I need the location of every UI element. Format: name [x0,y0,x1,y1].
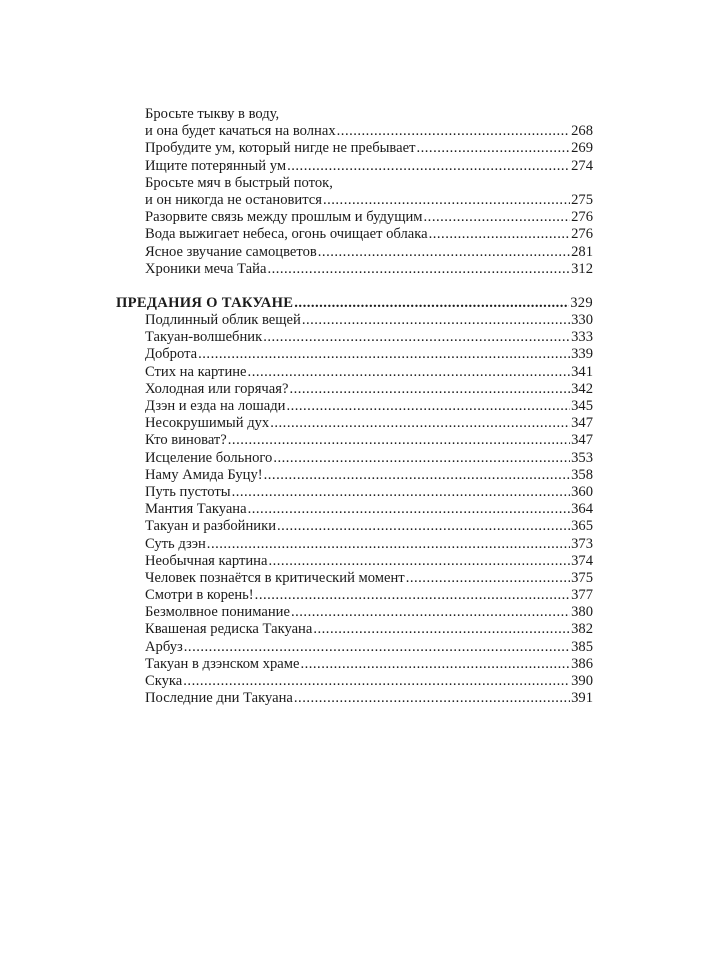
toc-page-number: 364 [571,501,593,518]
toc-entry-title: Наму Амида Буцу! [145,466,263,483]
toc-entry-title: Стих на картине [145,363,247,380]
toc-page-number: 347 [571,415,593,432]
toc-page-number: 276 [571,226,593,243]
dot-leader [313,621,570,638]
toc-page-number: 274 [571,157,593,174]
toc-page-number: 390 [571,673,593,689]
section-title: ПРЕДАНИЯ О ТАКУАНЕ [116,294,294,311]
dot-leader [318,244,570,261]
dot-leader [424,209,571,226]
toc-entry-line [116,175,593,192]
toc-entry[interactable] [116,501,593,518]
toc-page-number: 375 [571,569,593,586]
toc-page-number: 373 [571,535,593,552]
toc-entry[interactable] [116,312,593,329]
toc-entry-title: Путь пустоты [145,483,231,500]
toc-entry[interactable] [116,450,593,467]
toc-entry[interactable] [116,244,593,261]
toc-entry[interactable] [116,570,593,587]
toc-entry-title: Арбуз [145,638,183,655]
toc-entry-title: Подлинный облик вещей [145,312,301,329]
toc-entry[interactable] [116,398,593,415]
toc-entry[interactable] [116,261,593,278]
section-entries [116,312,593,707]
dot-leader [248,364,571,381]
toc-entry[interactable] [116,381,593,398]
dot-leader [268,553,570,570]
section-spacer [116,278,593,295]
dot-leader [337,123,570,140]
toc-section-heading[interactable] [116,295,593,312]
toc-entry-title: и она будет качаться на волнах [145,123,336,140]
dot-leader [294,690,570,707]
toc-entry-title: Квашеная редиска Такуана [145,621,313,638]
toc-page-number: 339 [571,346,593,363]
toc-page-number: 281 [571,243,593,260]
toc-entry[interactable] [116,690,593,707]
toc-entry-title: Бросьте мяч в быстрый поток, [145,174,333,191]
toc-page-number: 276 [571,209,593,226]
toc-entry[interactable] [116,329,593,346]
dot-leader [264,467,570,484]
toc-entry-title: Кто виноват? [145,432,227,449]
toc-page-number: 347 [571,432,593,449]
toc-page-number: 386 [571,655,593,672]
toc-entry-title: Хроники меча Тайа [145,260,267,277]
toc-page-number: 374 [571,552,593,569]
toc-entry-title: Пробудите ум, который нигде не пребывает [145,140,416,157]
dot-leader [302,312,570,329]
dot-leader [198,346,570,363]
toc-page-number: 330 [571,312,593,329]
toc-entry[interactable] [116,209,593,226]
dot-leader [273,450,570,467]
toc-page-number: 385 [571,638,593,655]
toc-entry-title: Вода выжигает небеса, огонь очищает облака [145,226,428,243]
toc-entry[interactable] [116,484,593,501]
toc-entry[interactable] [116,621,593,638]
toc-entry-title: Бросьте тыкву в воду, [145,106,280,122]
toc-entry[interactable] [116,656,593,673]
toc-entry-title: Последние дни Такуана [145,690,293,707]
dot-leader [429,226,571,243]
toc-page-number: 353 [571,449,593,466]
dot-leader [184,639,570,656]
toc-entry[interactable] [116,604,593,621]
toc-page-number: 341 [571,363,593,380]
toc-entry[interactable] [116,140,593,157]
toc-entry-title: Необычная картина [145,552,268,569]
toc-entry[interactable] [116,432,593,449]
dot-leader [300,656,570,673]
toc-entry[interactable] [116,673,593,690]
toc-entry[interactable] [116,123,593,140]
dot-leader [291,604,570,621]
toc-entry-title: Человек познаётся в критический момент [145,569,405,586]
toc-entry[interactable] [116,158,593,175]
toc-page-number: 269 [571,140,593,157]
toc-entry[interactable] [116,346,593,363]
toc-page-number: 382 [571,621,593,638]
toc-entry-title: Холодная или горячая? [145,380,289,397]
dot-leader [287,158,570,175]
dot-leader [289,381,570,398]
toc-entry-title: Исцеление больного [145,449,273,466]
toc-entry[interactable] [116,192,593,209]
dot-leader [416,140,570,157]
dot-leader [232,484,571,501]
toc-entry[interactable] [116,536,593,553]
toc-entry[interactable] [116,639,593,656]
toc-entry-title: Разорвите связь между прошлым и будущим [145,209,423,226]
dot-leader [263,329,570,346]
toc-entry[interactable] [116,587,593,604]
table-of-contents [116,106,593,707]
dot-leader [228,432,570,449]
toc-entry-title: и он никогда не остановится [145,191,322,208]
dot-leader [294,295,569,312]
toc-entry-title: Несокрушимый дух [145,415,270,432]
toc-entry-title: Такуан в дзэнском храме [145,655,300,672]
toc-page-number: 329 [570,294,593,311]
dot-leader [183,673,570,690]
toc-page-number: 342 [571,380,593,397]
toc-page-number: 380 [571,604,593,621]
toc-page-number: 358 [571,466,593,483]
toc-entry[interactable] [116,364,593,381]
toc-page-number: 377 [571,587,593,604]
toc-entry-title: Смотри в корень! [145,587,254,604]
toc-page-number: 365 [571,518,593,535]
dot-leader [286,398,570,415]
toc-page-number: 333 [571,329,593,346]
toc-entry-title: Безмолвное понимание [145,604,290,621]
toc-entry[interactable] [116,467,593,484]
dot-leader [270,415,570,432]
toc-entry-title: Скука [145,673,183,689]
toc-page-number: 312 [571,260,593,277]
toc-page-number: 275 [571,191,593,208]
dot-leader [207,536,570,553]
toc-entry-title: Такуан и разбойники [145,518,277,535]
toc-entry-title: Доброта [145,346,198,363]
toc-entry-title: Суть дзэн [145,535,206,552]
toc-entry-line [116,106,593,123]
dot-leader [406,570,570,587]
dot-leader [267,261,570,278]
toc-entry-title: Ищите потерянный ум [145,157,287,174]
dot-leader [277,518,570,535]
dot-leader [248,501,571,518]
toc-entry-title: Дзэн и езда на лошади [145,398,286,414]
toc-entry[interactable] [116,518,593,535]
dot-leader [255,587,570,604]
toc-entry[interactable] [116,415,593,432]
toc-page-number: 345 [571,398,593,414]
toc-entry[interactable] [116,226,593,243]
toc-entry[interactable] [116,553,593,570]
dot-leader [323,192,570,209]
toc-entry-title: Мантия Такуана [145,501,247,518]
toc-page-number: 391 [571,690,593,707]
toc-page-number: 360 [571,483,593,500]
toc-entry-title: Такуан-волшебник [145,329,263,346]
toc-page-number: 268 [571,123,593,140]
toc-entry-title: Ясное звучание самоцветов [145,243,317,260]
